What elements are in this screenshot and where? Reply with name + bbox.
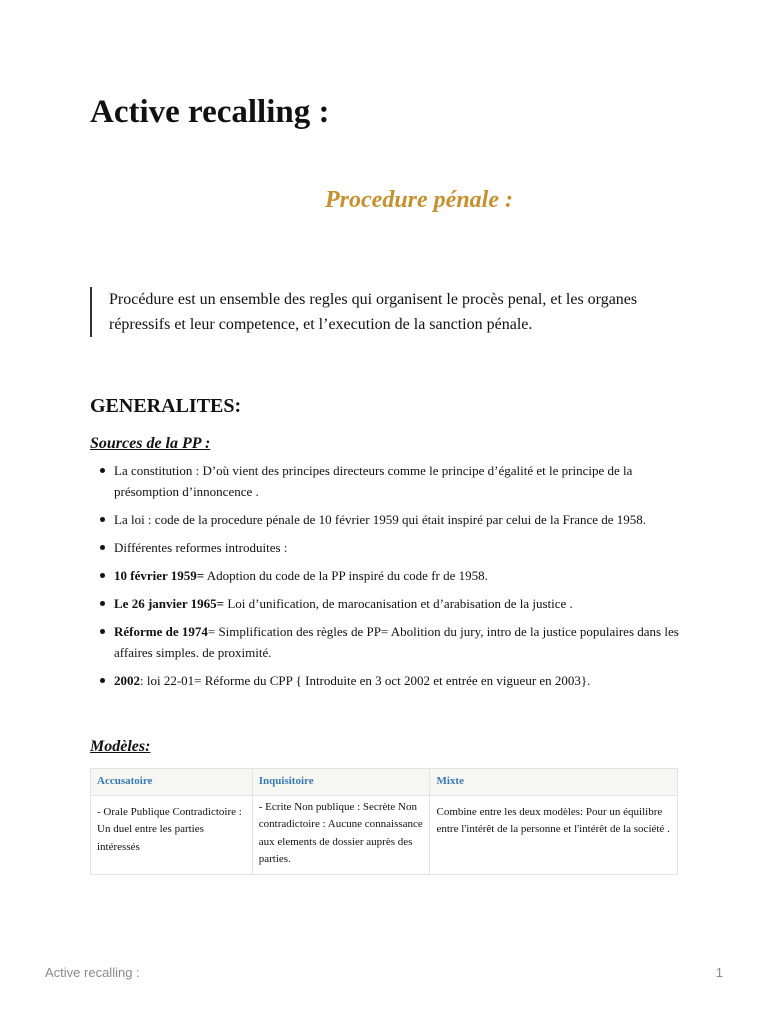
models-heading: Modèles:	[90, 738, 151, 755]
list-item-text: La constitution : D’où vient des principes directeurs comme le principe d’égalité et le principe de la présomption d’innoncence .	[114, 463, 633, 499]
list-item-text: = Simplification des règles de PP= Abolition du jury, intro de la justice populaires dans les affaires simples. de proximité.	[114, 624, 679, 660]
list-item-text: : loi 22-01= Réforme du CPP { Introduite en 3 oct 2002 et entrée en vigueur en 2003}.	[140, 673, 591, 688]
page-number: 1	[715, 965, 723, 980]
list-item	[114, 621, 694, 663]
table-header-cell: Inquisitoire	[252, 769, 430, 796]
list-item	[114, 537, 694, 558]
list-item-text: Loi d’unification, de marocanisation et d’arabisation de la justice .	[224, 596, 573, 611]
list-item-text: Différentes reformes introduites :	[114, 540, 288, 555]
footer-title: Active recalling :	[45, 965, 140, 980]
list-item-text: La loi : code de la procedure pénale de 10 février 1959 qui était inspiré par celui de la France de 1958.	[114, 512, 647, 527]
list-item	[114, 509, 694, 530]
sources-list	[90, 460, 694, 698]
list-item	[114, 460, 694, 502]
table-header-cell: Accusatoire	[91, 769, 253, 796]
list-item-bold: Le 26 janvier 1965=	[114, 596, 225, 611]
list-item	[114, 565, 694, 586]
list-item-bold: Réforme de 1974	[114, 624, 208, 639]
page-title: Active recalling :	[90, 94, 330, 130]
list-item-bold: 10 février 1959=	[114, 568, 205, 583]
list-item	[114, 593, 694, 614]
table-cell: - Orale Publique Contradictoire : Un duel entre les parties intéressés	[91, 795, 253, 874]
generalites-heading: GENERALITES:	[90, 395, 242, 417]
table-header-row	[91, 769, 678, 796]
document-subtitle: Procedure pénale :	[325, 187, 513, 213]
models-table	[90, 768, 678, 875]
table-cell: Combine entre les deux modèles: Pour un équilibre entre l'intérêt de la personne et l'intérêt de la société .	[430, 795, 678, 874]
definition-blockquote: Procédure est un ensemble des regles qui organisent le procès penal, et les organes répressifs et leur competence, et l’execution de la sanction pénale.	[90, 287, 689, 337]
sources-heading: Sources de la PP :	[90, 435, 211, 452]
table-row	[91, 795, 678, 874]
list-item	[114, 670, 694, 691]
list-item-bold: 2002	[114, 673, 140, 688]
list-item-text: Adoption du code de la PP inspiré du code fr de 1958.	[204, 568, 488, 583]
table-cell: - Ecrite Non publique : Secrète Non contradictoire : Aucune connaissance aux elements de dossier auprès des parties.	[252, 795, 430, 874]
table-header-cell: Mixte	[430, 769, 678, 796]
